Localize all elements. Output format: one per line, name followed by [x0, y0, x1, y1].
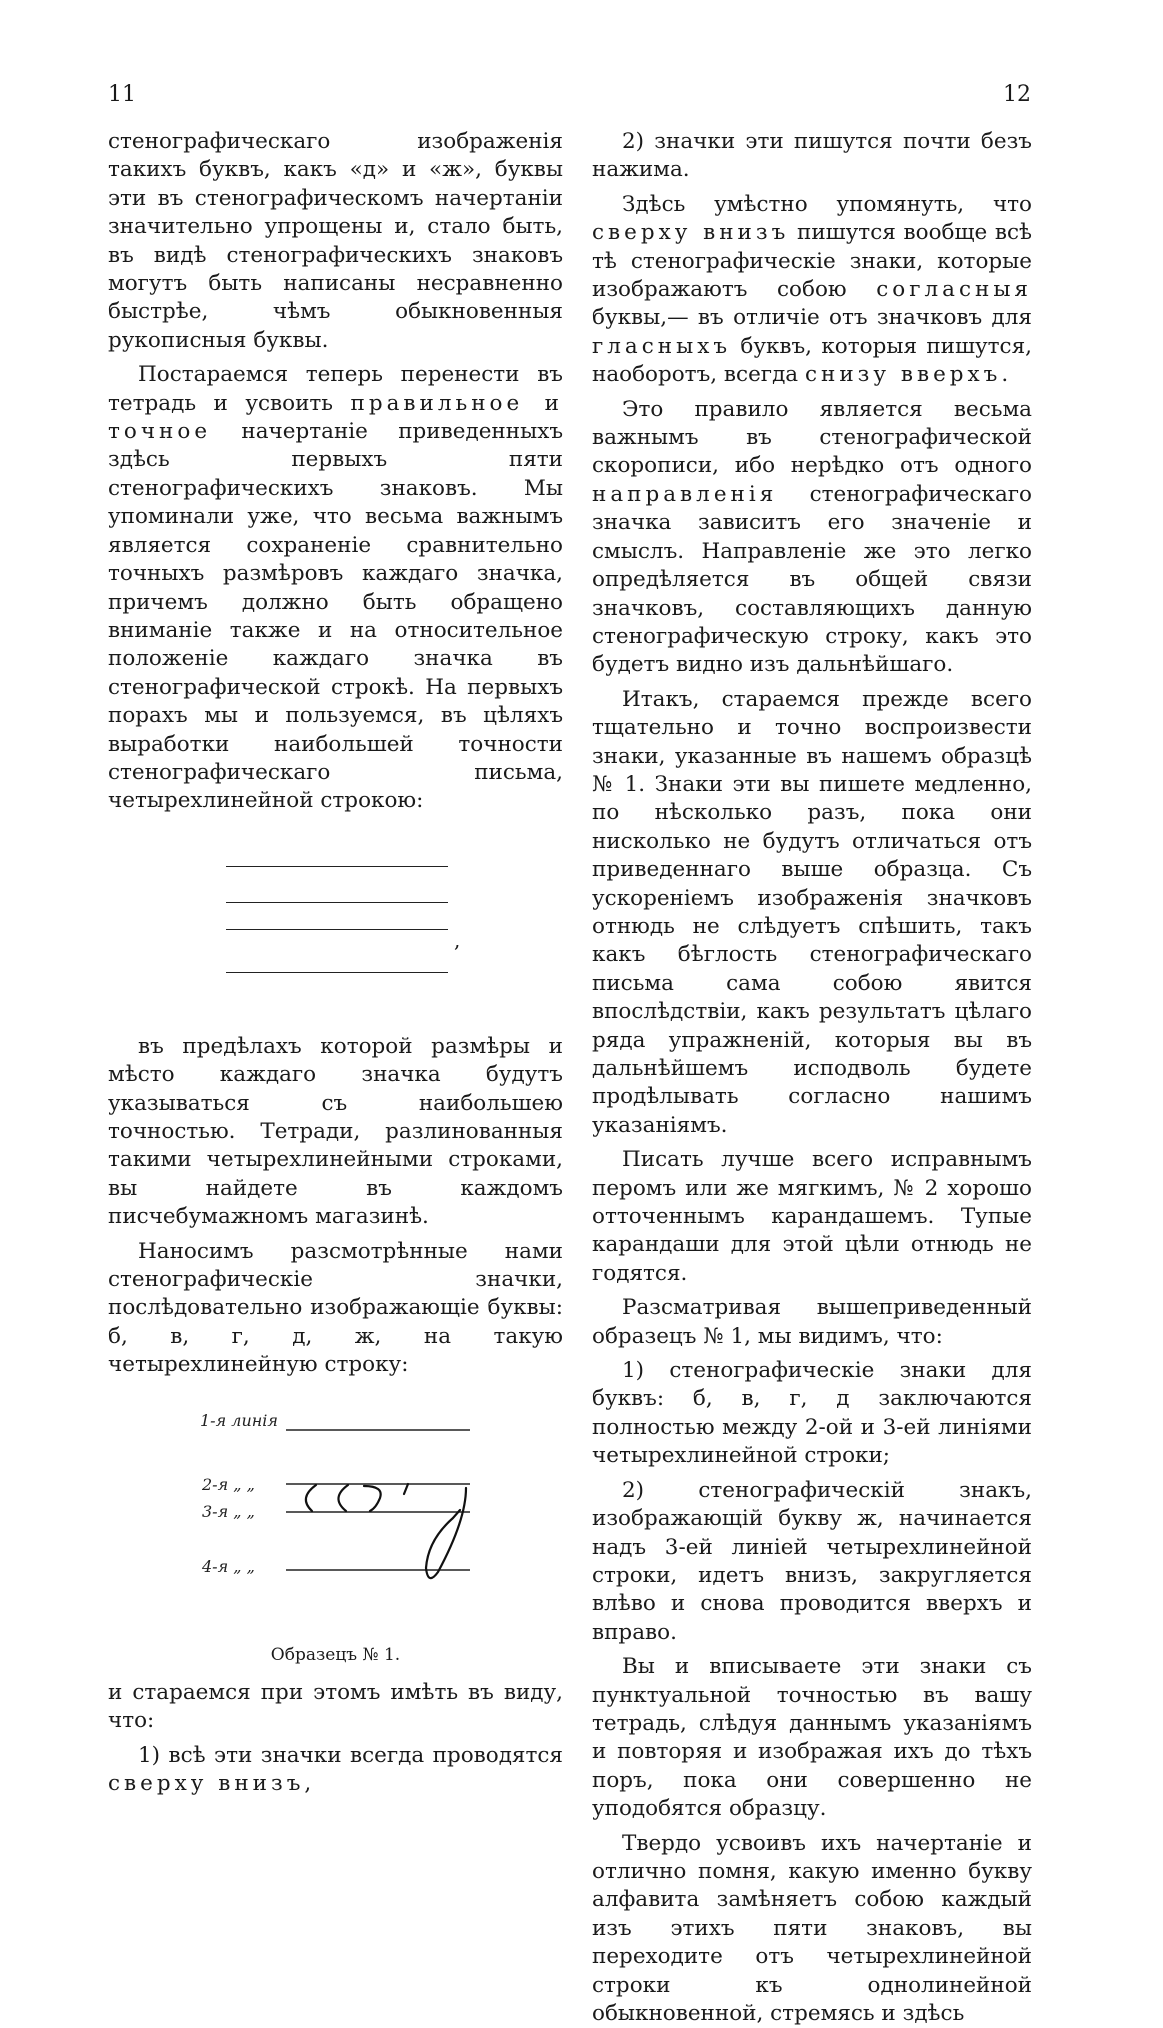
staff-label-2: 2-я „ „: [202, 1474, 255, 1494]
paragraph: въ предѣлахъ которой размѣры и мѣсто каждаго значка будутъ указываться съ наибольшею точностью. Тетради, разлинованныя такими четырехлинейными строками, вы найдете въ каждомъ писчебумажномъ магазинѣ.: [108, 1033, 563, 1230]
page-number-right: 12: [1003, 82, 1031, 107]
paragraph: Это правило является весьма важнымъ въ стенографической скорописи, ибо нерѣдко отъ одного направленія стенографическаго значка зависитъ его значеніе и смыслъ. Направленіе же это легко опредѣляется въ общей связи значковъ, составляющихъ данную стенографическую строку, какъ это будетъ видно изъ дальнѣйшаго.: [592, 396, 1032, 678]
staff-line-2: [226, 902, 448, 903]
staff-line-4: [226, 972, 448, 973]
staff-line-3: [226, 929, 448, 930]
sign-b: [306, 1485, 316, 1511]
paragraph: 1) стенографическіе знаки для буквъ: б, в, г, д заключаются полностью между 2-ой и 3-ей линіями четырехлинейной строки;: [592, 1358, 1032, 1469]
paragraph: Вы и вписываете эти знаки съ пунктуальной точностью въ вашу тетрадь, слѣдуя даннымъ указаніямъ и повторяя и изображая ихъ до тѣхъ поръ, пока они совершенно не уподобятся образцу.: [592, 1654, 1032, 1822]
paragraph: Писать лучше всего исправнымъ перомъ или же мягкимъ, № 2 хорошо отточеннымъ карандашемъ. Тупые карандаши для этой цѣли отнюдь не годятся.: [592, 1147, 1032, 1286]
paragraph: Наносимъ разсмотрѣнные нами стенографическіе значки, послѣдовательно изображающіе буквы: б, в, г, д, ж, на такую четырехлинейную строку:: [108, 1238, 563, 1378]
paragraph: 2) стенографическій знакъ, изображающій букву ж, начинается надъ 3-ей линіей четырехлинейной строки, идетъ внизъ, закругляется влѣво и снова проводится вверхъ и вправо.: [592, 1477, 1032, 1645]
comma: ,: [454, 927, 461, 952]
sign-zh: [426, 1488, 466, 1578]
staff-label-1: 1-я линія: [200, 1410, 279, 1430]
paragraph: Постараемся теперь перенести въ тетрадь и усвоить правильное и точное начертаніе приведенныхъ здѣсь первыхъ пяти стенографическихъ знаковъ. Мы упоминали уже, что весьма важнымъ является сохраненіе сравнительно точныхъ размѣровъ каждаго значка, причемъ должно быть обращено вниманіе также и на относительное положеніе каждаго значка въ стенографической строкѣ. На первыхъ порахъ мы и пользуемся, въ цѣляхъ выработки наибольшей точности стенографическаго письма, четырехлинейной строкою:: [108, 362, 563, 814]
paragraph: и стараемся при этомъ имѣть въ виду, что:: [108, 1680, 563, 1734]
staff-label-3: 3-я „ „: [202, 1501, 255, 1521]
paragraph: 1) всѣ эти значки всегда проводятся сверху внизъ,: [108, 1742, 563, 1797]
paragraph: Разсматривая вышеприведенный образецъ № 1, мы видимъ, что:: [592, 1295, 1032, 1349]
staff-line-1: [226, 866, 448, 867]
sample-staff-drawing: [108, 1390, 563, 1610]
paragraph: Твердо усвоивъ ихъ начертаніе и отлично помня, какую именно букву алфавита замѣняетъ собою каждый изъ этихъ пяти знаковъ, вы переходите отъ четырехлинейной строки къ однолинейной обыкновенной, стремясь и здѣсь: [592, 1830, 1032, 2026]
four-line-staff: [108, 822, 563, 1027]
sample-figure: [108, 1390, 563, 1635]
paragraph: Здѣсь умѣстно упомянуть, что сверху внизъ пишутся вообще всѣ тѣ стенографическіе знаки, которые изображаютъ собою согласныя буквы,— въ отличіе отъ значковъ для гласныхъ буквъ, которыя пишутся, наоборотъ, всегда снизу вверхъ.: [592, 191, 1032, 388]
left-column: [108, 128, 563, 1799]
paragraph: 2) значки эти пишутся почти безъ нажима.: [592, 129, 1032, 183]
sign-v: [338, 1485, 348, 1511]
sign-d: [404, 1484, 408, 1494]
right-column: [592, 128, 1032, 2028]
figure-caption: Образецъ № 1.: [270, 1644, 401, 1665]
paragraph: стенографическаго изображенія такихъ буквъ, какъ «д» и «ж», буквы эти въ стенографическомъ начертаніи значительно упрощены и, стало быть, въ видѣ стенографическихъ знаковъ могутъ быть написаны несравненно быстрѣе, чѣмъ обыкновенныя рукописныя буквы.: [108, 129, 563, 353]
paragraph: Итакъ, стараемся прежде всего тщательно и точно воспроизвести знаки, указанные въ нашемъ образцѣ № 1. Знаки эти вы пишете медленно, по нѣсколько разъ, пока они нисколько не будутъ отличаться отъ приведеннаго выше образца. Съ ускореніемъ изображенія значковъ отнюдь не слѣдуетъ спѣшить, такъ какъ бѣглость стенографическаго письма сама собою явится впослѣдствіи, какъ результатъ цѣлаго ряда упражненій, которыя вы въ дальнѣйшемъ исподволь будете продѣлывать согласно нашимъ указаніямъ.: [592, 686, 1032, 1138]
page-number-left: 11: [108, 82, 136, 107]
sign-g: [364, 1486, 381, 1511]
staff-label-4: 4-я „ „: [202, 1556, 255, 1576]
